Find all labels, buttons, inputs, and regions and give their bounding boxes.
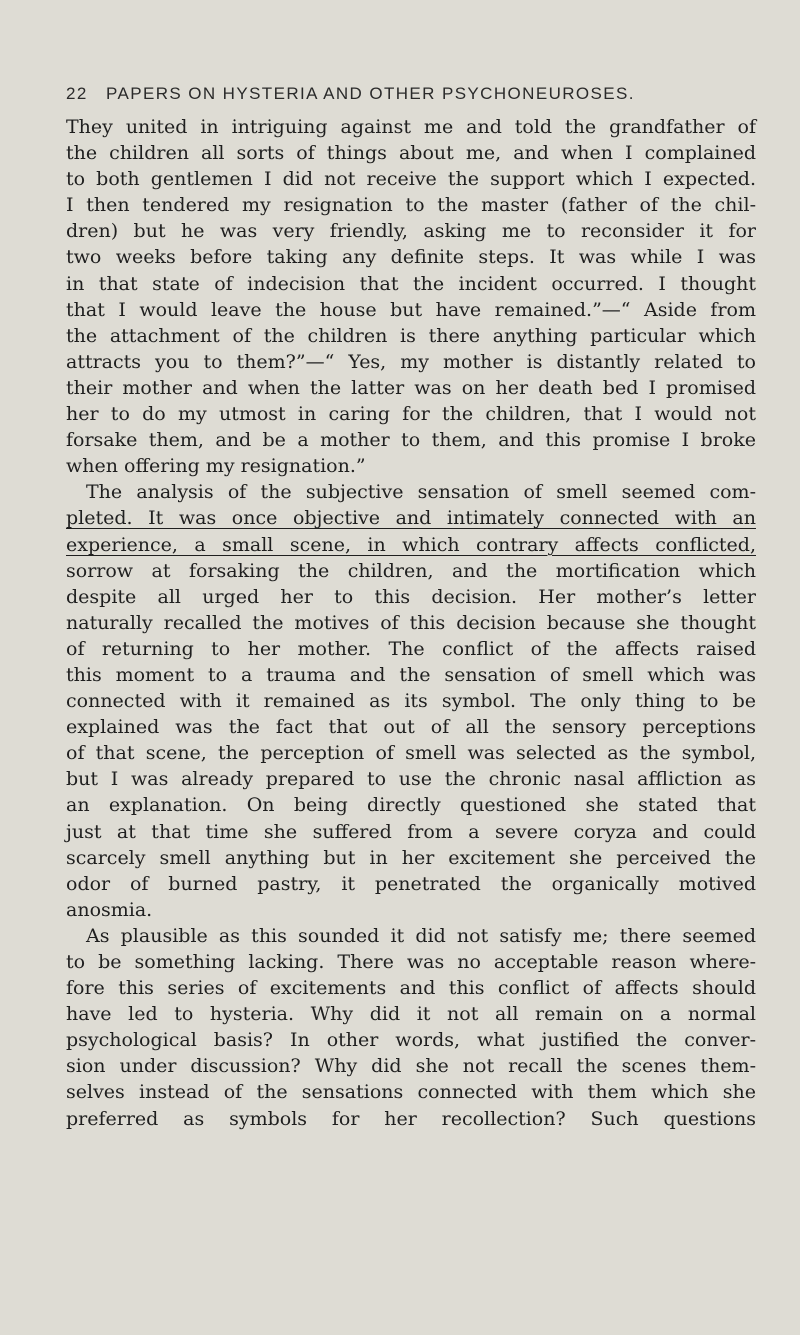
text-line: As plausible as this sounded it did not satisfy me; there seemed (86, 924, 756, 947)
text-line: psychological basis? In other words, what justified the conver- (66, 1029, 756, 1052)
text-line: just at that time she suffered from a severe coryza and could (66, 820, 756, 843)
text-line: their mother and when the latter was on her death bed I promised (66, 376, 756, 399)
text-line: of that scene, the perception of smell was selected as the symbol, (66, 742, 756, 765)
text-line: explained was the fact that out of all the sensory perceptions (66, 716, 756, 739)
text-line: selves instead of the sensations connected with them which she (66, 1081, 756, 1104)
text-line: fore this series of excitements and this conflict of affects should (66, 977, 756, 1000)
text-line: sion under discussion? Why did she not recall the scenes them- (66, 1055, 756, 1078)
text-line: naturally recalled the motives of this decision because she thought (66, 611, 756, 634)
text-line: odor of burned pastry, it penetrated the organically motived (66, 872, 756, 895)
text-line: to be something lacking. There was no acceptable reason where- (66, 951, 756, 973)
text-line: an explanation. On being directly questioned she stated that (66, 794, 756, 817)
text-line: connected with it remained as its symbol. The only thing to be (66, 690, 756, 713)
text-line: They united in intriguing against me and told the grandfather of (66, 116, 756, 138)
text-line: The analysis of the subjective sensation of smell seemed com- (86, 481, 756, 504)
page-number: 22 (66, 84, 88, 103)
text-line: dren) but he was very friendly, asking me to reconsider it for (66, 220, 756, 243)
text-line-underlined: pleted. It was once objective and intimately connected with an (66, 507, 756, 530)
text-line: in that state of indecision that the incident occurred. I thought (66, 272, 756, 295)
text-line: to both gentlemen I did not receive the support which I expected. (66, 168, 756, 191)
text-line: this moment to a trauma and the sensation of smell which was (66, 663, 756, 686)
text-line: the attachment of the children is there anything particular which (66, 324, 756, 347)
text-line: preferred as symbols for her recollection? Such questions (66, 1107, 756, 1130)
text-line: sorrow at forsaking the children, and the mortification which (66, 559, 756, 582)
body-text (66, 114, 756, 1132)
text-line: attracts you to them?”—“ Yes, my mother is distantly related to (66, 350, 756, 373)
text-line: the children all sorts of things about me, and when I complained (66, 142, 756, 165)
text-line-underlined: experience, a small scene, in which contrary affects conflicted, (66, 533, 756, 556)
text-line: two weeks before taking any definite steps. It was while I was (66, 246, 756, 269)
text-line: scarcely smell anything but in her excitement she perceived the (66, 846, 756, 869)
text-line: anosmia. (66, 898, 153, 921)
text-line: despite all urged her to this decision. Her mother’s letter (66, 585, 756, 608)
text-line: that I would leave the house but have remained.”—“ Aside from (66, 298, 756, 321)
text-line: have led to hysteria. Why did it not all remain on a normal (66, 1003, 756, 1026)
running-header (66, 84, 766, 104)
text-line: when offering my resignation.” (66, 455, 366, 478)
text-line: but I was already prepared to use the chronic nasal affliction as (66, 768, 756, 791)
text-line: of returning to her mother. The conflict of the affects raised (66, 637, 756, 660)
text-line: her to do my utmost in caring for the children, that I would not (66, 403, 756, 426)
text-line: I then tendered my resignation to the master (father of the chil- (66, 194, 756, 217)
running-title: PAPERS ON HYSTERIA AND OTHER PSYCHONEUROSES. (106, 84, 635, 103)
text-line: forsake them, and be a mother to them, and this promise I broke (66, 429, 756, 452)
